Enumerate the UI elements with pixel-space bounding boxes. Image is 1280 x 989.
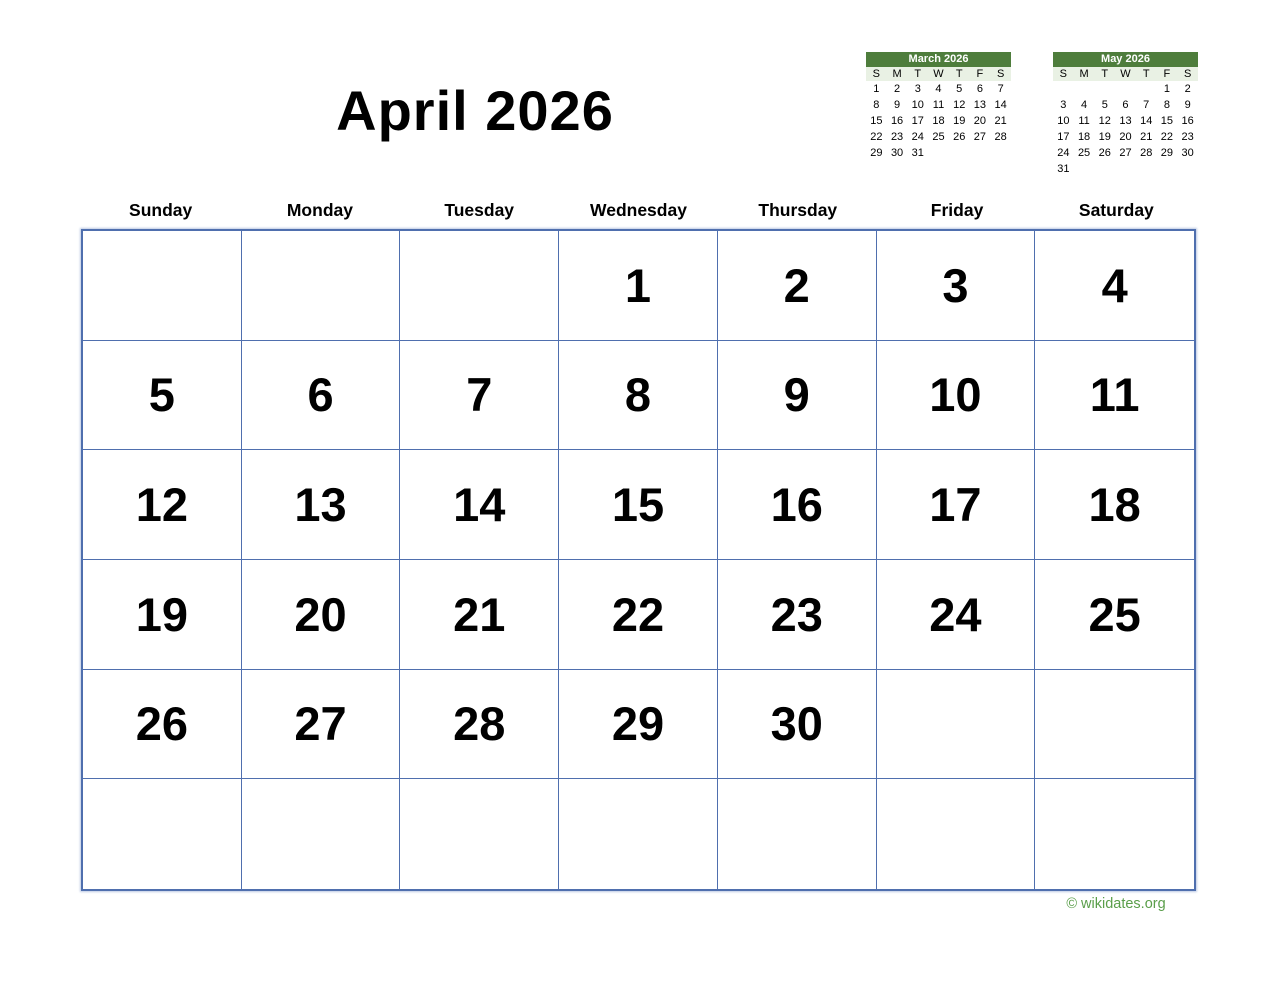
mini-day-letter: S xyxy=(1183,68,1192,80)
mini-day-number: 30 xyxy=(1181,147,1194,159)
mini-day-number: 25 xyxy=(932,131,945,143)
mini-day-number: 5 xyxy=(1101,99,1108,111)
mini-day-number xyxy=(1115,81,1136,97)
mini-day-letter: S xyxy=(996,68,1005,80)
empty-day-cell xyxy=(877,670,1036,780)
mini-day-number: 17 xyxy=(911,115,924,127)
day-cell: 5 xyxy=(83,341,242,451)
mini-day-number: 24 xyxy=(911,131,924,143)
mini-day-number: 7 xyxy=(997,83,1004,95)
mini-day-number: 1 xyxy=(1163,83,1170,95)
day-cell: 2 xyxy=(718,231,877,341)
mini-day-number: 13 xyxy=(973,99,987,111)
day-cell: 19 xyxy=(83,560,242,670)
mini-day-letter: W xyxy=(933,68,944,80)
mini-day-number xyxy=(949,145,970,161)
day-cell: 7 xyxy=(400,341,559,451)
mini-day-number: 21 xyxy=(994,115,1007,127)
mini-day-number: 23 xyxy=(890,131,904,143)
day-cell: 4 xyxy=(1035,231,1194,341)
empty-day-cell xyxy=(83,779,242,889)
day-cell: 17 xyxy=(877,450,1036,560)
mini-week-row xyxy=(1053,129,1198,145)
mini-day-letter: T xyxy=(955,68,963,80)
page-title: April 2026 xyxy=(336,79,614,142)
mini-day-number: 7 xyxy=(1143,99,1150,111)
mini-week-row xyxy=(866,97,1011,113)
mini-week-row xyxy=(1053,81,1198,97)
calendar-grid xyxy=(81,229,1196,891)
mini-day-number: 6 xyxy=(1122,99,1129,111)
day-cell: 1 xyxy=(559,231,718,341)
mini-day-number: 29 xyxy=(1160,147,1174,159)
mini-week-row xyxy=(866,81,1011,97)
mini-day-number: 28 xyxy=(994,131,1007,143)
empty-day-cell xyxy=(559,779,718,889)
mini-day-number: 8 xyxy=(873,99,880,111)
mini-day-number: 22 xyxy=(1160,131,1174,143)
day-cell: 28 xyxy=(400,670,559,780)
mini-day-number: 21 xyxy=(1140,131,1153,143)
mini-day-letter: T xyxy=(1101,68,1109,80)
mini-day-number xyxy=(990,145,1011,161)
mini-day-number: 20 xyxy=(1119,131,1132,143)
mini-week-row xyxy=(1053,161,1198,177)
empty-day-cell xyxy=(400,231,559,341)
mini-day-number: 18 xyxy=(1077,131,1091,143)
mini-day-number: 24 xyxy=(1057,147,1070,159)
mini-day-number: 25 xyxy=(1077,147,1091,159)
day-cell: 12 xyxy=(83,450,242,560)
mini-day-number: 11 xyxy=(1078,115,1090,127)
day-cell: 13 xyxy=(242,450,401,560)
day-cell: 14 xyxy=(400,450,559,560)
mini-day-number: 31 xyxy=(911,147,924,159)
mini-day-number xyxy=(1177,161,1198,177)
empty-day-cell xyxy=(1035,779,1194,889)
mini-day-number xyxy=(1074,81,1095,97)
empty-day-cell xyxy=(718,779,877,889)
day-cell: 16 xyxy=(718,450,877,560)
day-cell: 22 xyxy=(559,560,718,670)
mini-day-number: 2 xyxy=(894,83,901,95)
mini-day-number: 20 xyxy=(973,115,987,127)
mini-day-number xyxy=(1053,81,1074,97)
day-cell: 30 xyxy=(718,670,877,780)
empty-day-cell xyxy=(242,779,401,889)
mini-day-letter: W xyxy=(1120,68,1131,80)
day-cell: 25 xyxy=(1035,560,1194,670)
mini-day-number: 14 xyxy=(994,99,1007,111)
day-cell: 27 xyxy=(242,670,401,780)
mini-day-number: 8 xyxy=(1163,99,1170,111)
weekday-header: Sunday xyxy=(129,200,193,220)
weekday-header: Monday xyxy=(286,200,353,220)
day-cell: 26 xyxy=(83,670,242,780)
mini-calendar-title: May 2026 xyxy=(1053,52,1198,67)
empty-day-cell xyxy=(877,779,1036,889)
empty-day-cell xyxy=(400,779,559,889)
mini-week-row xyxy=(1053,97,1198,113)
day-cell: 6 xyxy=(242,341,401,451)
mini-day-letter: S xyxy=(872,68,881,80)
day-cell: 3 xyxy=(877,231,1036,341)
mini-day-number: 3 xyxy=(914,83,921,95)
mini-day-letter: T xyxy=(914,68,922,80)
mini-week-row xyxy=(1053,145,1198,161)
mini-day-number: 18 xyxy=(932,115,945,127)
mini-day-number: 23 xyxy=(1181,131,1194,143)
weekday-header: Thursday xyxy=(758,200,838,220)
mini-week-row xyxy=(866,113,1011,129)
mini-calendar xyxy=(866,52,1011,177)
mini-week-row xyxy=(866,129,1011,145)
mini-day-number xyxy=(1094,161,1115,177)
mini-day-number: 26 xyxy=(953,131,966,143)
mini-day-number: 13 xyxy=(1119,115,1132,127)
mini-day-number xyxy=(1074,161,1095,177)
mini-day-number: 30 xyxy=(890,147,904,159)
mini-day-letter: F xyxy=(1163,68,1171,80)
weekday-header: Friday xyxy=(930,200,984,220)
mini-day-number: 10 xyxy=(911,99,924,111)
mini-day-number xyxy=(1136,161,1157,177)
day-cell: 8 xyxy=(559,341,718,451)
mini-week-row xyxy=(866,145,1011,161)
weekday-header: Tuesday xyxy=(444,200,515,220)
mini-day-number: 10 xyxy=(1057,115,1070,127)
day-cell: 24 xyxy=(877,560,1036,670)
mini-day-number: 29 xyxy=(870,147,883,159)
mini-day-number: 4 xyxy=(935,83,942,95)
weekday-header-row xyxy=(81,200,1196,221)
mini-day-number xyxy=(1115,161,1136,177)
weekday-header: Wednesday xyxy=(590,200,687,220)
day-cell: 21 xyxy=(400,560,559,670)
empty-day-cell xyxy=(83,231,242,341)
day-cell: 11 xyxy=(1035,341,1194,451)
mini-day-number: 11 xyxy=(932,99,945,111)
mini-day-number: 28 xyxy=(1140,147,1153,159)
day-cell: 29 xyxy=(559,670,718,780)
mini-day-number: 17 xyxy=(1057,131,1070,143)
mini-day-number: 16 xyxy=(1181,115,1194,127)
day-cell: 23 xyxy=(718,560,877,670)
mini-day-number: 9 xyxy=(1184,99,1191,111)
mini-day-number: 19 xyxy=(953,115,966,127)
mini-day-number: 9 xyxy=(894,99,901,111)
mini-day-number: 15 xyxy=(1160,115,1174,127)
mini-calendar-title: March 2026 xyxy=(866,52,1011,67)
mini-day-number: 6 xyxy=(976,83,983,95)
mini-day-letter: M xyxy=(892,68,902,80)
mini-calendar-dayrow xyxy=(1053,67,1198,81)
mini-day-number: 27 xyxy=(973,131,987,143)
day-cell: 20 xyxy=(242,560,401,670)
mini-week-row xyxy=(1053,113,1198,129)
mini-day-number: 16 xyxy=(890,115,904,127)
mini-day-letter: T xyxy=(1142,68,1150,80)
mini-day-number xyxy=(1136,81,1157,97)
mini-calendar xyxy=(1053,52,1198,177)
day-cell: 18 xyxy=(1035,450,1194,560)
day-cell: 15 xyxy=(559,450,718,560)
day-cell: 9 xyxy=(718,341,877,451)
mini-day-number: 2 xyxy=(1184,83,1191,95)
mini-day-letter: F xyxy=(976,68,984,80)
mini-day-number xyxy=(928,145,949,161)
mini-day-number: 14 xyxy=(1140,115,1153,127)
mini-day-number: 3 xyxy=(1060,99,1067,111)
mini-day-number xyxy=(970,145,991,161)
mini-day-number: 31 xyxy=(1057,163,1070,175)
mini-day-letter: S xyxy=(1059,68,1068,80)
mini-calendars xyxy=(866,52,1198,177)
mini-day-number xyxy=(1157,161,1178,177)
empty-day-cell xyxy=(242,231,401,341)
mini-day-number: 22 xyxy=(870,131,883,143)
mini-day-number: 12 xyxy=(1098,115,1111,127)
day-cell: 10 xyxy=(877,341,1036,451)
mini-day-number: 19 xyxy=(1098,131,1111,143)
mini-calendar-dayrow xyxy=(866,67,1011,81)
weekday-header: Saturday xyxy=(1078,200,1154,220)
empty-day-cell xyxy=(1035,670,1194,780)
mini-day-number: 27 xyxy=(1119,147,1132,159)
mini-day-number: 4 xyxy=(1081,99,1088,111)
mini-day-number: 15 xyxy=(870,115,883,127)
mini-day-number: 12 xyxy=(953,99,966,111)
mini-day-letter: M xyxy=(1079,68,1089,80)
copyright-credit: © wikidates.org xyxy=(1066,896,1166,912)
mini-day-number: 1 xyxy=(873,83,880,95)
mini-day-number: 26 xyxy=(1098,147,1111,159)
mini-day-number xyxy=(1094,81,1115,97)
mini-day-number: 5 xyxy=(956,83,963,95)
